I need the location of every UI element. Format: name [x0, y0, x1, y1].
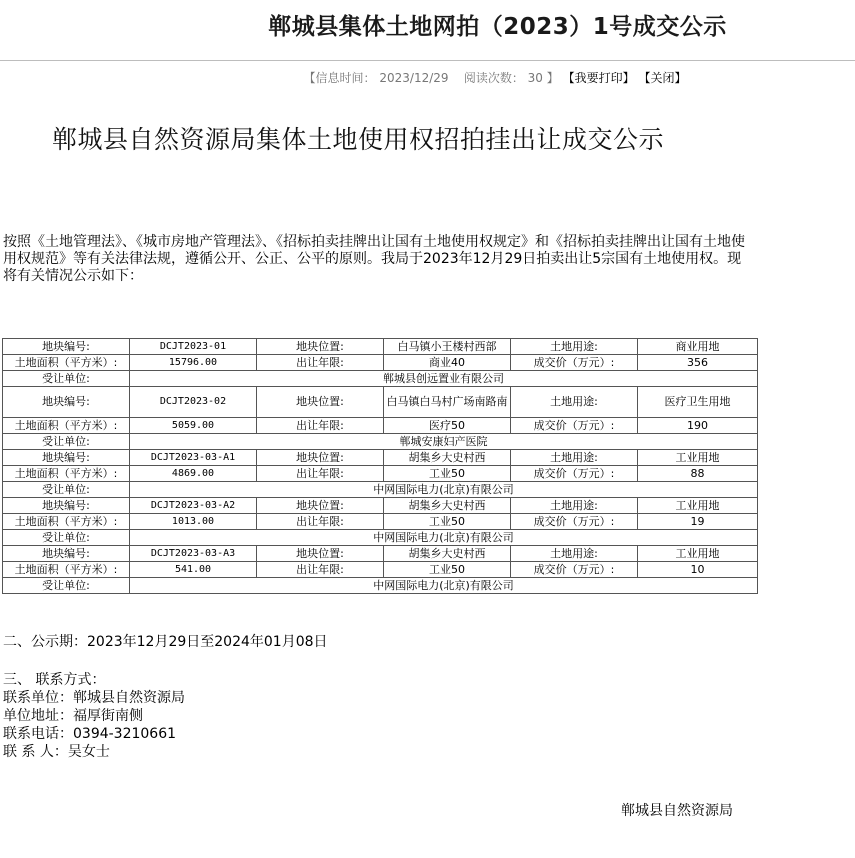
document-subtitle: 郸城县自然资源局集体土地使用权招拍挂出让成交公示 — [52, 125, 665, 154]
parcel-no: DCJT2023-02 — [130, 387, 257, 418]
price-label: 成交价（万元）: — [511, 418, 638, 434]
area-label: 土地面积（平方米）: — [3, 355, 130, 371]
contact-address: 单位地址：福厚街南侧 — [3, 708, 143, 724]
parcel-area: 5059.00 — [130, 418, 257, 434]
parcel-row-id — [3, 498, 758, 514]
parcel-row-id — [3, 546, 758, 562]
buyer-label: 受让单位: — [3, 578, 130, 594]
parcel-no-label: 地块编号: — [3, 450, 130, 466]
info-close: 】 — [546, 71, 559, 85]
land-transaction-table — [2, 338, 758, 594]
price-label: 成交价（万元）: — [511, 355, 638, 371]
area-label: 土地面积（平方米）: — [3, 418, 130, 434]
parcel-no-label: 地块编号: — [3, 387, 130, 418]
price-label: 成交价（万元）: — [511, 514, 638, 530]
parcel-price: 19 — [638, 514, 758, 530]
parcel-location: 胡集乡大史村西 — [384, 546, 511, 562]
parcel-usage: 工业用地 — [638, 546, 758, 562]
parcel-no-label: 地块编号: — [3, 546, 130, 562]
parcel-usage: 商业用地 — [638, 339, 758, 355]
contact-phone: 联系电话：0394-3210661 — [3, 726, 177, 742]
parcel-location: 胡集乡大史村西 — [384, 450, 511, 466]
parcel-buyer: 中网国际电力(北京)有限公司 — [130, 530, 758, 546]
parcel-row-buyer — [3, 434, 758, 450]
parcel-price: 10 — [638, 562, 758, 578]
parcel-buyer: 中网国际电力(北京)有限公司 — [130, 578, 758, 594]
buyer-label: 受让单位: — [3, 482, 130, 498]
read-count-label: 阅读次数： — [463, 71, 524, 85]
term-label: 出让年限: — [257, 355, 384, 371]
info-bar — [0, 69, 855, 86]
buyer-label: 受让单位: — [3, 371, 130, 387]
location-label: 地块位置: — [257, 387, 384, 418]
location-label: 地块位置: — [257, 450, 384, 466]
parcel-no: DCJT2023-03-A1 — [130, 450, 257, 466]
area-label: 土地面积（平方米）: — [3, 514, 130, 530]
parcel-row-buyer — [3, 578, 758, 594]
parcel-location: 白马镇小王楼村西部 — [384, 339, 511, 355]
parcel-row-buyer — [3, 530, 758, 546]
close-link[interactable]: 【关闭】 — [638, 71, 687, 85]
usage-label: 土地用途: — [511, 387, 638, 418]
parcel-term: 医疗50 — [384, 418, 511, 434]
parcel-no: DCJT2023-03-A3 — [130, 546, 257, 562]
area-label: 土地面积（平方米）: — [3, 466, 130, 482]
parcel-buyer: 郸城安康妇产医院 — [130, 434, 758, 450]
parcel-buyer: 中网国际电力(北京)有限公司 — [130, 482, 758, 498]
read-count: 30 — [527, 71, 543, 85]
location-label: 地块位置: — [257, 339, 384, 355]
parcel-term: 工业50 — [384, 466, 511, 482]
header-divider — [0, 60, 855, 61]
parcel-area: 15796.00 — [130, 355, 257, 371]
parcel-usage: 工业用地 — [638, 498, 758, 514]
parcel-row-details — [3, 514, 758, 530]
parcel-price: 88 — [638, 466, 758, 482]
parcel-row-details — [3, 355, 758, 371]
price-label: 成交价（万元）: — [511, 562, 638, 578]
parcel-no-label: 地块编号: — [3, 498, 130, 514]
location-label: 地块位置: — [257, 546, 384, 562]
buyer-label: 受让单位: — [3, 530, 130, 546]
page-title: 郸城县集体土地网拍（2023）1号成交公示 — [268, 14, 727, 40]
parcel-area: 541.00 — [130, 562, 257, 578]
parcel-no-label: 地块编号: — [3, 339, 130, 355]
contact-person: 联 系 人：吴女士 — [3, 744, 110, 760]
usage-label: 土地用途: — [511, 450, 638, 466]
parcel-location: 白马镇白马村广场南路南 — [384, 387, 511, 418]
parcel-term: 工业50 — [384, 514, 511, 530]
issuer-signature: 郸城县自然资源局 — [621, 803, 733, 819]
parcel-row-id — [3, 339, 758, 355]
parcel-row-buyer — [3, 371, 758, 387]
parcel-buyer: 郸城县创远置业有限公司 — [130, 371, 758, 387]
term-label: 出让年限: — [257, 562, 384, 578]
parcel-row-id — [3, 387, 758, 418]
usage-label: 土地用途: — [511, 546, 638, 562]
area-label: 土地面积（平方米）: — [3, 562, 130, 578]
parcel-row-details — [3, 562, 758, 578]
intro-paragraph: 按照《土地管理法》、《城市房地产管理法》、《招标拍卖挂牌出让国有土地使用权规定》和《招标拍卖挂牌出让国有土地使用权规范》等有关法律法规，遵循公开、公正、公平的原则。我局于2023年12月29日拍卖出让5宗国有土地使用权。现将有关情况公示如下： — [3, 234, 745, 284]
publicity-period: 二、公示期：2023年12月29日至2024年01月08日 — [3, 634, 328, 650]
parcel-area: 1013.00 — [130, 514, 257, 530]
term-label: 出让年限: — [257, 466, 384, 482]
term-label: 出让年限: — [257, 514, 384, 530]
parcel-no: DCJT2023-03-A2 — [130, 498, 257, 514]
parcel-row-details — [3, 418, 758, 434]
parcel-usage: 医疗卫生用地 — [638, 387, 758, 418]
parcel-term: 商业40 — [384, 355, 511, 371]
contact-unit: 联系单位：郸城县自然资源局 — [3, 690, 185, 706]
parcel-term: 工业50 — [384, 562, 511, 578]
contact-heading: 三、 联系方式： — [3, 672, 106, 688]
parcel-price: 356 — [638, 355, 758, 371]
info-prefix: 【信息时间： — [303, 71, 376, 85]
parcel-usage: 工业用地 — [638, 450, 758, 466]
info-date: 2023/12/29 — [379, 71, 449, 85]
usage-label: 土地用途: — [511, 498, 638, 514]
price-label: 成交价（万元）: — [511, 466, 638, 482]
usage-label: 土地用途: — [511, 339, 638, 355]
parcel-row-details — [3, 466, 758, 482]
term-label: 出让年限: — [257, 418, 384, 434]
parcel-price: 190 — [638, 418, 758, 434]
parcel-row-id — [3, 450, 758, 466]
location-label: 地块位置: — [257, 498, 384, 514]
parcel-no: DCJT2023-01 — [130, 339, 257, 355]
parcel-location: 胡集乡大史村西 — [384, 498, 511, 514]
print-link[interactable]: 【我要打印】 — [562, 71, 635, 85]
parcel-area: 4869.00 — [130, 466, 257, 482]
buyer-label: 受让单位: — [3, 434, 130, 450]
parcel-row-buyer — [3, 482, 758, 498]
